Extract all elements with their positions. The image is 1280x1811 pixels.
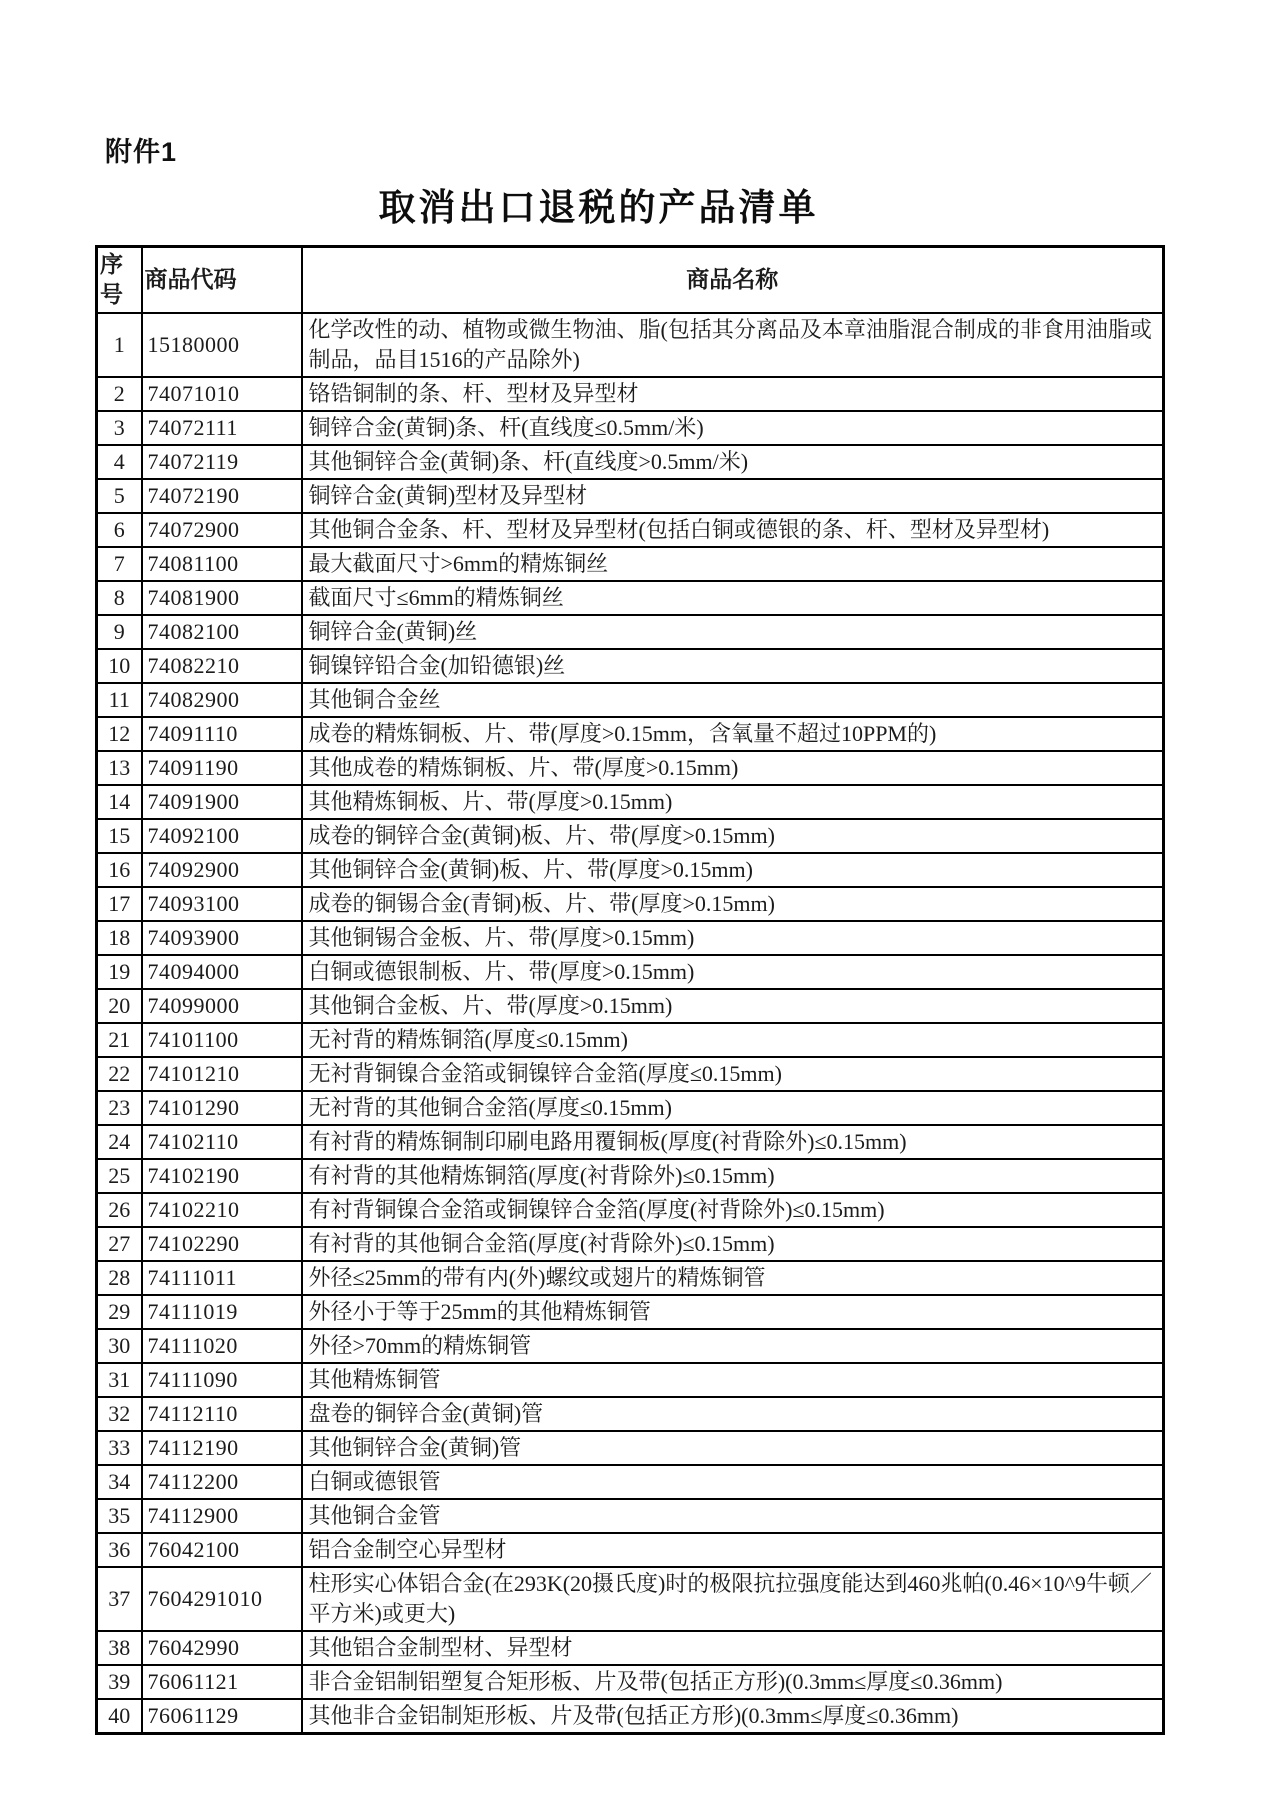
row-product-code: 15180000 — [142, 313, 302, 377]
row-product-name: 铜锌合金(黄铜)丝 — [302, 615, 1164, 649]
row-product-code: 74111020 — [142, 1329, 302, 1363]
row-serial-number: 12 — [97, 717, 142, 751]
row-product-name: 其他铜合金丝 — [302, 683, 1164, 717]
table-row — [97, 1363, 1164, 1397]
row-serial-number: 13 — [97, 751, 142, 785]
table-row — [97, 1499, 1164, 1533]
row-product-code: 74092100 — [142, 819, 302, 853]
row-serial-number: 8 — [97, 581, 142, 615]
row-product-code: 74112200 — [142, 1465, 302, 1499]
row-serial-number: 24 — [97, 1125, 142, 1159]
row-product-name: 成卷的精炼铜板、片、带(厚度>0.15mm，含氧量不超过10PPM的) — [302, 717, 1164, 751]
row-product-code: 74101210 — [142, 1057, 302, 1091]
table-row — [97, 1631, 1164, 1665]
row-product-code: 74091110 — [142, 717, 302, 751]
page-title: 取消出口退税的产品清单 — [378, 188, 819, 229]
row-product-code: 74072111 — [142, 411, 302, 445]
row-product-name: 无衬背的其他铜合金箔(厚度≤0.15mm) — [302, 1091, 1164, 1125]
row-product-code: 74112900 — [142, 1499, 302, 1533]
attachment-label: 附件1 — [105, 137, 178, 167]
row-serial-number: 32 — [97, 1397, 142, 1431]
row-serial-number: 17 — [97, 887, 142, 921]
row-product-name: 其他铜锌合金(黄铜)条、杆(直线度>0.5mm/米) — [302, 445, 1164, 479]
table-row — [97, 1397, 1164, 1431]
table-row — [97, 615, 1164, 649]
row-product-name: 有衬背的其他铜合金箔(厚度(衬背除外)≤0.15mm) — [302, 1227, 1164, 1261]
row-serial-number: 1 — [97, 313, 142, 377]
row-product-name: 最大截面尺寸>6mm的精炼铜丝 — [302, 547, 1164, 581]
table-row — [97, 649, 1164, 683]
table-row — [97, 1091, 1164, 1125]
row-serial-number: 6 — [97, 513, 142, 547]
row-product-name: 有衬背的精炼铜制印刷电路用覆铜板(厚度(衬背除外)≤0.15mm) — [302, 1125, 1164, 1159]
header-serial-number: 序号 — [97, 247, 142, 314]
row-serial-number: 23 — [97, 1091, 142, 1125]
table-row — [97, 1329, 1164, 1363]
table-row — [97, 513, 1164, 547]
row-product-name: 有衬背铜镍合金箔或铜镍锌合金箔(厚度(衬背除外)≤0.15mm) — [302, 1193, 1164, 1227]
row-product-name: 其他精炼铜板、片、带(厚度>0.15mm) — [302, 785, 1164, 819]
table-row — [97, 1193, 1164, 1227]
row-product-code: 7604291010 — [142, 1567, 302, 1631]
row-product-code: 74081100 — [142, 547, 302, 581]
table-row — [97, 887, 1164, 921]
row-serial-number: 30 — [97, 1329, 142, 1363]
row-serial-number: 19 — [97, 955, 142, 989]
row-product-code: 74081900 — [142, 581, 302, 615]
row-serial-number: 4 — [97, 445, 142, 479]
row-product-name: 铬锆铜制的条、杆、型材及异型材 — [302, 377, 1164, 411]
table-row — [97, 717, 1164, 751]
row-serial-number: 37 — [97, 1567, 142, 1631]
row-product-name: 其他非合金铝制矩形板、片及带(包括正方形)(0.3mm≤厚度≤0.36mm) — [302, 1699, 1164, 1734]
row-serial-number: 22 — [97, 1057, 142, 1091]
table-row — [97, 1465, 1164, 1499]
row-product-code: 76042990 — [142, 1631, 302, 1665]
row-serial-number: 10 — [97, 649, 142, 683]
row-product-name: 外径小于等于25mm的其他精炼铜管 — [302, 1295, 1164, 1329]
row-serial-number: 25 — [97, 1159, 142, 1193]
document-page — [95, 130, 1162, 1735]
row-product-name: 化学改性的动、植物或微生物油、脂(包括其分离品及本章油脂混合制成的非食用油脂或制品，品目1516的产品除外) — [302, 313, 1164, 377]
row-product-name: 其他铜锌合金(黄铜)管 — [302, 1431, 1164, 1465]
row-serial-number: 28 — [97, 1261, 142, 1295]
row-serial-number: 20 — [97, 989, 142, 1023]
row-product-name: 有衬背的其他精炼铜箔(厚度(衬背除外)≤0.15mm) — [302, 1159, 1164, 1193]
table-row — [97, 1699, 1164, 1734]
row-serial-number: 5 — [97, 479, 142, 513]
table-row — [97, 1665, 1164, 1699]
row-product-name: 其他铜合金板、片、带(厚度>0.15mm) — [302, 989, 1164, 1023]
row-product-code: 74093100 — [142, 887, 302, 921]
row-product-code: 74111011 — [142, 1261, 302, 1295]
row-product-code: 74102290 — [142, 1227, 302, 1261]
header-product-name: 商品名称 — [302, 247, 1164, 314]
row-product-code: 74093900 — [142, 921, 302, 955]
row-product-code: 74082210 — [142, 649, 302, 683]
row-product-code: 74072190 — [142, 479, 302, 513]
row-serial-number: 33 — [97, 1431, 142, 1465]
row-product-code: 74082100 — [142, 615, 302, 649]
row-serial-number: 18 — [97, 921, 142, 955]
row-serial-number: 3 — [97, 411, 142, 445]
row-product-code: 74112110 — [142, 1397, 302, 1431]
row-product-name: 白铜或德银制板、片、带(厚度>0.15mm) — [302, 955, 1164, 989]
product-list-table — [95, 245, 1165, 1735]
row-product-name: 白铜或德银管 — [302, 1465, 1164, 1499]
row-serial-number: 9 — [97, 615, 142, 649]
row-serial-number: 15 — [97, 819, 142, 853]
table-row — [97, 785, 1164, 819]
row-product-name: 成卷的铜锡合金(青铜)板、片、带(厚度>0.15mm) — [302, 887, 1164, 921]
row-product-code: 76061121 — [142, 1665, 302, 1699]
row-serial-number: 16 — [97, 853, 142, 887]
table-row — [97, 955, 1164, 989]
row-product-name: 其他铜合金条、杆、型材及异型材(包括白铜或德银的条、杆、型材及异型材) — [302, 513, 1164, 547]
row-serial-number: 38 — [97, 1631, 142, 1665]
row-serial-number: 27 — [97, 1227, 142, 1261]
row-product-name: 其他铝合金制型材、异型材 — [302, 1631, 1164, 1665]
table-row — [97, 1431, 1164, 1465]
row-product-name: 铝合金制空心异型材 — [302, 1533, 1164, 1567]
row-serial-number: 35 — [97, 1499, 142, 1533]
row-product-name: 铜锌合金(黄铜)条、杆(直线度≤0.5mm/米) — [302, 411, 1164, 445]
row-serial-number: 31 — [97, 1363, 142, 1397]
row-product-name: 截面尺寸≤6mm的精炼铜丝 — [302, 581, 1164, 615]
table-row — [97, 1125, 1164, 1159]
table-row — [97, 1227, 1164, 1261]
row-serial-number: 21 — [97, 1023, 142, 1057]
table-row — [97, 1295, 1164, 1329]
table-header-row — [97, 247, 1164, 314]
table-row — [97, 313, 1164, 377]
row-product-name: 成卷的铜锌合金(黄铜)板、片、带(厚度>0.15mm) — [302, 819, 1164, 853]
row-product-code: 74112190 — [142, 1431, 302, 1465]
row-product-code: 74072119 — [142, 445, 302, 479]
row-serial-number: 14 — [97, 785, 142, 819]
row-serial-number: 7 — [97, 547, 142, 581]
table-row — [97, 1159, 1164, 1193]
row-product-name: 其他成卷的精炼铜板、片、带(厚度>0.15mm) — [302, 751, 1164, 785]
row-product-code: 76061129 — [142, 1699, 302, 1734]
row-serial-number: 2 — [97, 377, 142, 411]
row-product-code: 74101290 — [142, 1091, 302, 1125]
row-product-name: 外径>70mm的精炼铜管 — [302, 1329, 1164, 1363]
table-row — [97, 1261, 1164, 1295]
row-product-name: 铜锌合金(黄铜)型材及异型材 — [302, 479, 1164, 513]
table-body — [97, 313, 1164, 1734]
row-product-name: 柱形实心体铝合金(在293K(20摄氏度)时的极限抗拉强度能达到460兆帕(0.46×10^9牛顿／平方米)或更大) — [302, 1567, 1164, 1631]
table-row — [97, 445, 1164, 479]
row-product-code: 74101100 — [142, 1023, 302, 1057]
row-product-code: 74071010 — [142, 377, 302, 411]
row-product-code: 74111090 — [142, 1363, 302, 1397]
table-row — [97, 921, 1164, 955]
row-product-code: 74094000 — [142, 955, 302, 989]
table-row — [97, 989, 1164, 1023]
row-serial-number: 26 — [97, 1193, 142, 1227]
row-product-name: 其他铜锡合金板、片、带(厚度>0.15mm) — [302, 921, 1164, 955]
row-product-name: 无衬背的精炼铜箔(厚度≤0.15mm) — [302, 1023, 1164, 1057]
table-row — [97, 411, 1164, 445]
row-product-name: 其他精炼铜管 — [302, 1363, 1164, 1397]
table-row — [97, 751, 1164, 785]
row-serial-number: 40 — [97, 1699, 142, 1734]
table-row — [97, 683, 1164, 717]
row-product-code: 74091190 — [142, 751, 302, 785]
row-product-code: 74099000 — [142, 989, 302, 1023]
row-product-name: 铜镍锌铅合金(加铅德银)丝 — [302, 649, 1164, 683]
header-product-code: 商品代码 — [142, 247, 302, 314]
row-product-code: 74111019 — [142, 1295, 302, 1329]
row-product-code: 74102110 — [142, 1125, 302, 1159]
table-row — [97, 1533, 1164, 1567]
row-product-code: 76042100 — [142, 1533, 302, 1567]
table-row — [97, 819, 1164, 853]
table-row — [97, 547, 1164, 581]
table-row — [97, 581, 1164, 615]
table-row — [97, 853, 1164, 887]
row-product-name: 其他铜锌合金(黄铜)板、片、带(厚度>0.15mm) — [302, 853, 1164, 887]
row-product-name: 盘卷的铜锌合金(黄铜)管 — [302, 1397, 1164, 1431]
row-serial-number: 36 — [97, 1533, 142, 1567]
row-product-code: 74082900 — [142, 683, 302, 717]
table-row — [97, 1057, 1164, 1091]
row-product-name: 外径≤25mm的带有内(外)螺纹或翅片的精炼铜管 — [302, 1261, 1164, 1295]
row-product-name: 无衬背铜镍合金箔或铜镍锌合金箔(厚度≤0.15mm) — [302, 1057, 1164, 1091]
table-row — [97, 1023, 1164, 1057]
row-serial-number: 29 — [97, 1295, 142, 1329]
row-product-name: 非合金铝制铝塑复合矩形板、片及带(包括正方形)(0.3mm≤厚度≤0.36mm) — [302, 1665, 1164, 1699]
table-row — [97, 377, 1164, 411]
row-product-code: 74092900 — [142, 853, 302, 887]
row-product-code: 74072900 — [142, 513, 302, 547]
row-product-code: 74102210 — [142, 1193, 302, 1227]
row-serial-number: 11 — [97, 683, 142, 717]
row-serial-number: 34 — [97, 1465, 142, 1499]
row-product-code: 74102190 — [142, 1159, 302, 1193]
row-serial-number: 39 — [97, 1665, 142, 1699]
table-row — [97, 1567, 1164, 1631]
table-row — [97, 479, 1164, 513]
row-product-name: 其他铜合金管 — [302, 1499, 1164, 1533]
row-product-code: 74091900 — [142, 785, 302, 819]
